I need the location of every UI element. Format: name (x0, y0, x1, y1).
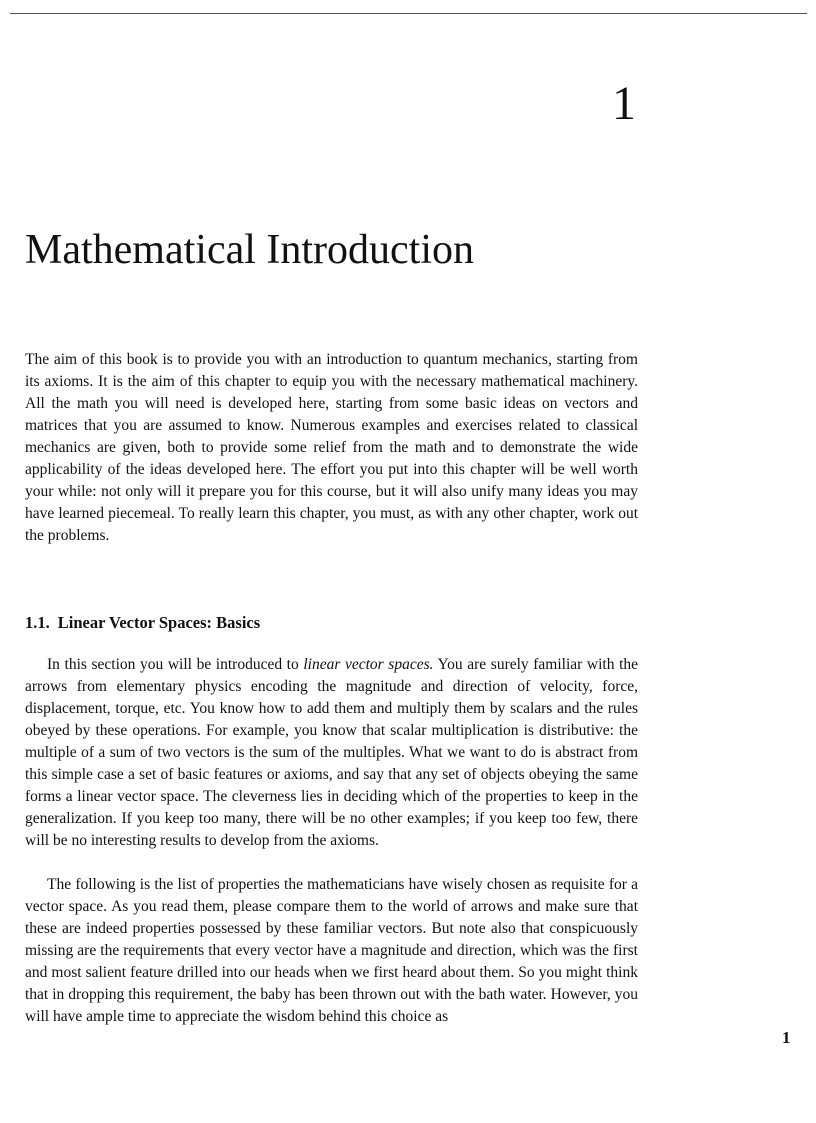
page-number: 1 (782, 1028, 791, 1047)
section-number: 1.1. (25, 613, 50, 632)
section-heading (25, 611, 260, 635)
chapter-title: Mathematical Introduction (25, 227, 475, 273)
section-paragraph-2: The following is the list of properties the mathematicians have wisely chosen as requisite for a vector space. As you read them, please compare them to the world of arrows and make sure that these are indeed properties possessed by these familiar vectors. But note also that conspicuously missing are the requirements that every vector have a magnitude and direction, which was the first and most salient feature drilled into our heads when we first heard about them. So you might think that in dropping this requirement, the baby has been thrown out with the bath water. However, you will have ample time to appreciate the wisdom behind this choice as (25, 876, 638, 1025)
section-paragraph-1 (25, 654, 638, 852)
paragraph-1-text-start: In this section you will be introduced to (47, 656, 304, 673)
chapter-number: 1 (612, 77, 636, 130)
paragraph-1-text-end: You are surely familiar with the arrows from elementary physics encoding the magnitude and direction of velocity, force, displacement, torque, etc. You know how to add them and multiply them by scalars and the rules obeyed by these operations. For example, you know that scalar multiplication is distributive: the multiple of a sum of two vectors is the sum of the multiples. What we want to do is abstract from this simple case a set of basic features or axioms, and say that any set of objects obeying the same forms a linear vector space. The cleverness lies in deciding which of the properties to keep in the generalization. If you keep too many, there will be no other examples; if you keep too few, there will be no interesting results to develop from the axioms. (25, 656, 639, 849)
emphasis-linear-vector-spaces: linear vector spaces. (303, 656, 434, 673)
section-title: Linear Vector Spaces: Basics (57, 613, 261, 632)
intro-paragraph: The aim of this book is to provide you with an introduction to quantum mechanics, starting from its axioms. It is the aim of this chapter to equip you with the necessary mathematical machinery. All the math you will need is developed here, starting from some basic ideas on vectors and matrices that you are assumed to know. Numerous examples and exercises related to classical mechanics are given, both to provide some relief from the math and to demonstrate the wide applicability of the ideas developed here. The effort you put into this chapter will be well worth your while: not only will it prepare you for this course, but it will also unify many ideas you may have learned piecemeal. To really learn this chapter, you must, as with any other chapter, work out the problems. (25, 351, 638, 544)
header-rule (10, 13, 807, 14)
